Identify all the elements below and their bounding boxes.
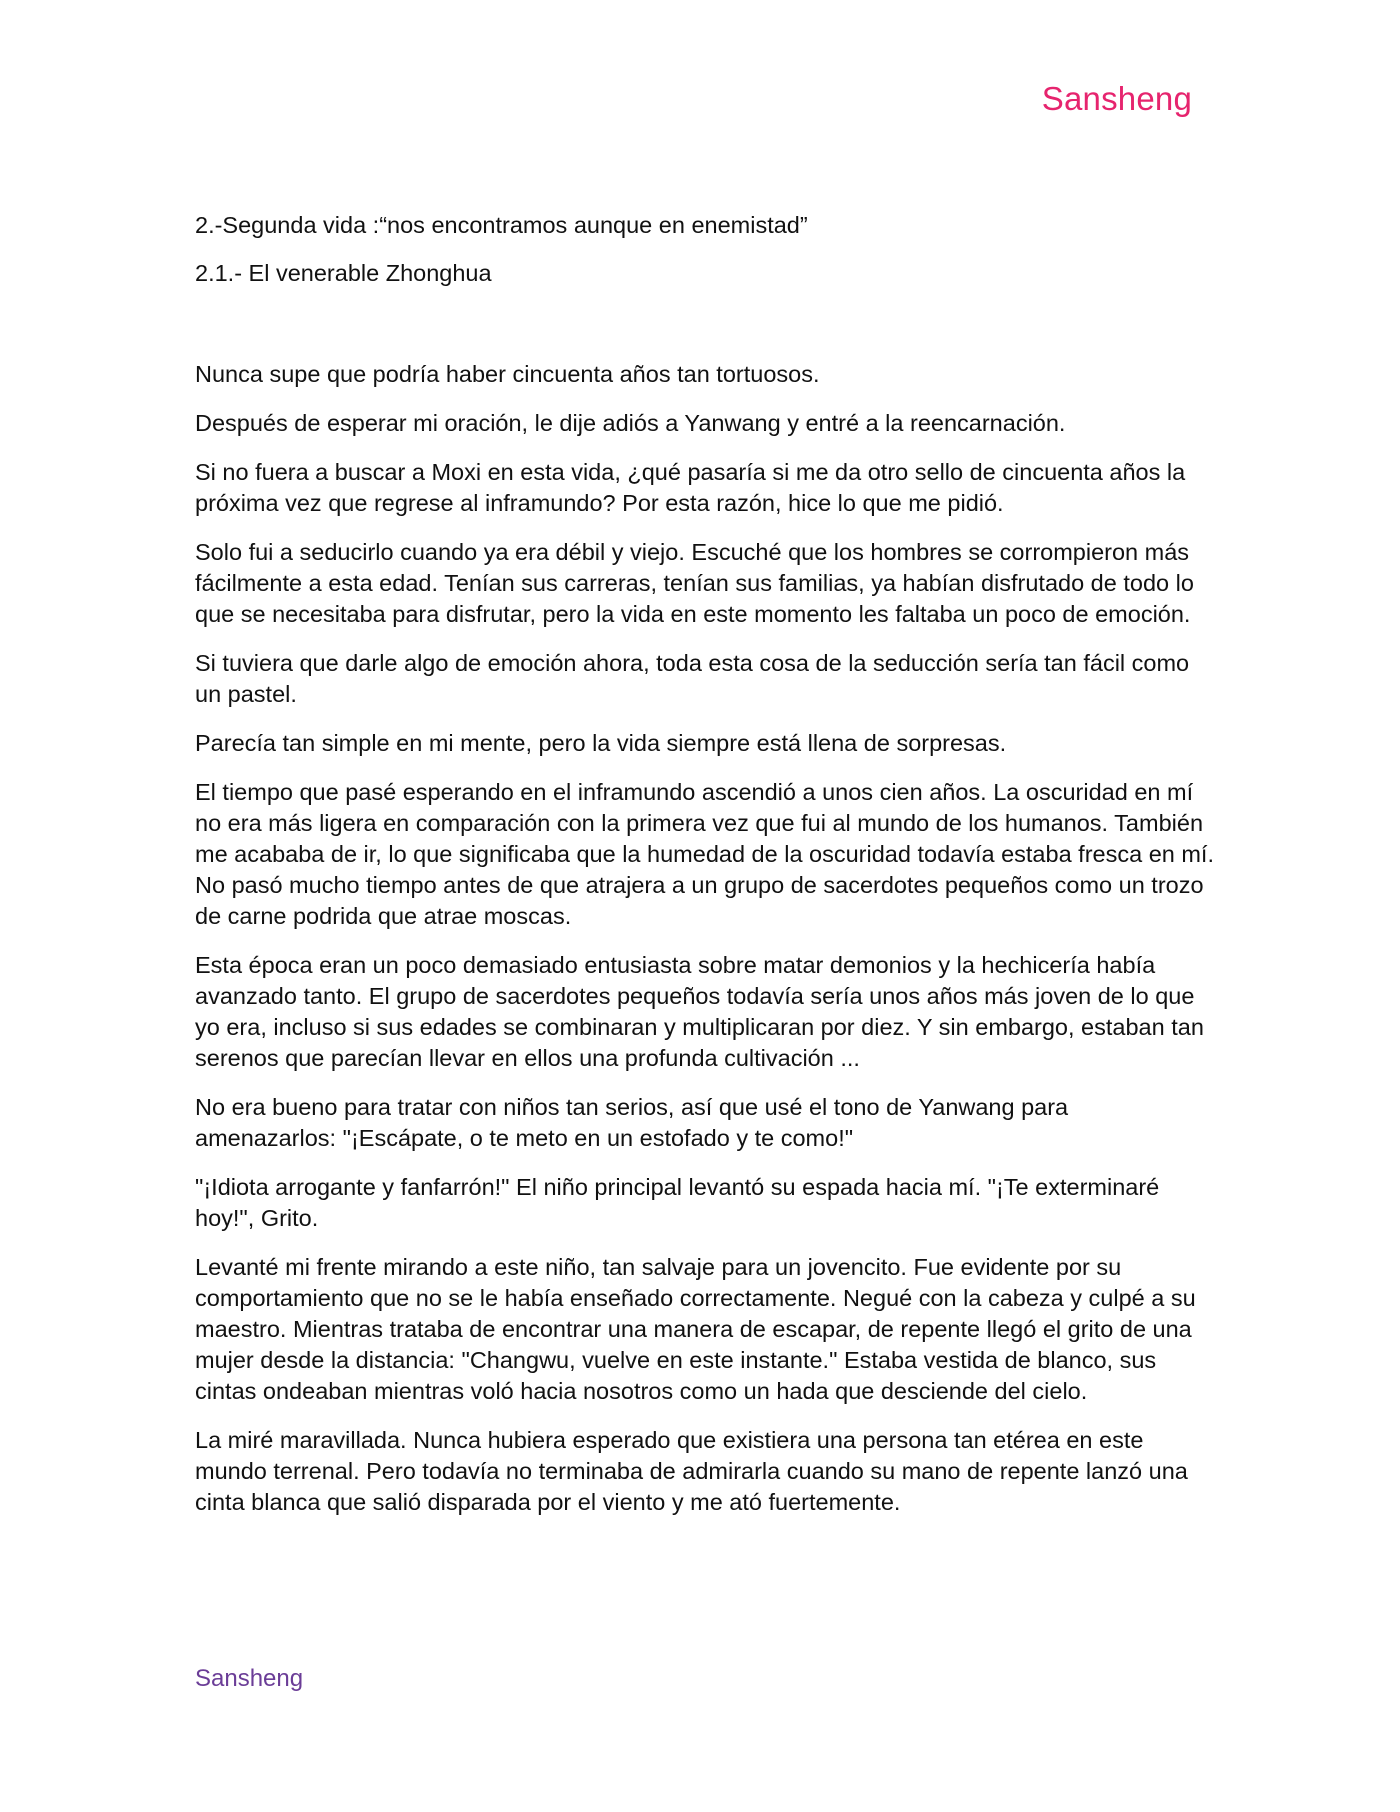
paragraph: Solo fui a seducirlo cuando ya era débil y viejo. Escuché que los hombres se corrompieron más fácilmente a esta edad. Tenían sus carreras, tenían sus familias, ya habían disfrutado de todo lo que se necesitaba para disfrutar, pero la vida en este momento les faltaba un poco de emoción. [195, 539, 1194, 627]
paragraph: La miré maravillada. Nunca hubiera esperado que existiera una persona tan etérea en este mundo terrenal. Pero todavía no terminaba de admirarla cuando su mano de repente lanzó una cinta blanca que salió disparada por el viento y me ató fuertemente. [195, 1427, 1188, 1515]
footer-brand: Sansheng [195, 1665, 304, 1692]
paragraph: Esta época eran un poco demasiado entusiasta sobre matar demonios y la hechicería había avanzado tanto. El grupo de sacerdotes pequeños todavía sería unos años más joven de lo que yo era, incluso si sus edades se combinaran y multiplicaran por diez. Y sin embargo, estaban tan serenos que parecían llevar en ellos una profunda cultivación ... [195, 952, 1204, 1071]
document-body [195, 210, 1215, 1536]
paragraph: Nunca supe que podría haber cincuenta años tan tortuosos. [195, 361, 820, 387]
paragraph: Levanté mi frente mirando a este niño, tan salvaje para un jovencito. Fue evidente por su comportamiento que no se le había enseñado correctamente. Negué con la cabeza y culpé a su maestro. Mientras trataba de encontrar una manera de escapar, de repente llegó el grito de una mujer desde la distancia: "Changwu, vuelve en este instante." Estaba vestida de blanco, sus cintas ondeaban mientras voló hacia nosotros como un hada que desciende del cielo. [195, 1254, 1196, 1404]
paragraph: Después de esperar mi oración, le dije adiós a Yanwang y entré a la reencarnación. [195, 410, 1066, 436]
paragraph: Si tuviera que darle algo de emoción ahora, toda esta cosa de la seducción sería tan fácil como un pastel. [195, 650, 1190, 707]
header-brand: Sansheng [1041, 80, 1192, 117]
paragraph: Si no fuera a buscar a Moxi en esta vida, ¿qué pasaría si me da otro sello de cincuenta años la próxima vez que regrese al inframundo? Por esta razón, hice lo que me pidió. [195, 459, 1186, 516]
chapter-title: 2.-Segunda vida :“nos encontramos aunque en enemistad” [195, 212, 808, 238]
paragraph: Parecía tan simple en mi mente, pero la vida siempre está llena de sorpresas. [195, 730, 1007, 756]
paragraph: El tiempo que pasé esperando en el inframundo ascendió a unos cien años. La oscuridad en mí no era más ligera en comparación con la primera vez que fui al mundo de los humanos. También me acababa de ir, lo que significaba que la humedad de la oscuridad todavía estaba fresca en mí. No pasó mucho tiempo antes de que atrajera a un grupo de sacerdotes pequeños como un trozo de carne podrida que atrae moscas. [195, 779, 1214, 929]
section-title: 2.1.- El venerable Zhonghua [195, 260, 492, 286]
paragraph: No era bueno para tratar con niños tan serios, así que usé el tono de Yanwang para amenazarlos: "¡Escápate, o te meto en un estofado y te como!" [195, 1094, 1069, 1151]
paragraph: "¡Idiota arrogante y fanfarrón!" El niño principal levantó su espada hacia mí. "¡Te exterminaré hoy!", Grito. [195, 1174, 1160, 1231]
